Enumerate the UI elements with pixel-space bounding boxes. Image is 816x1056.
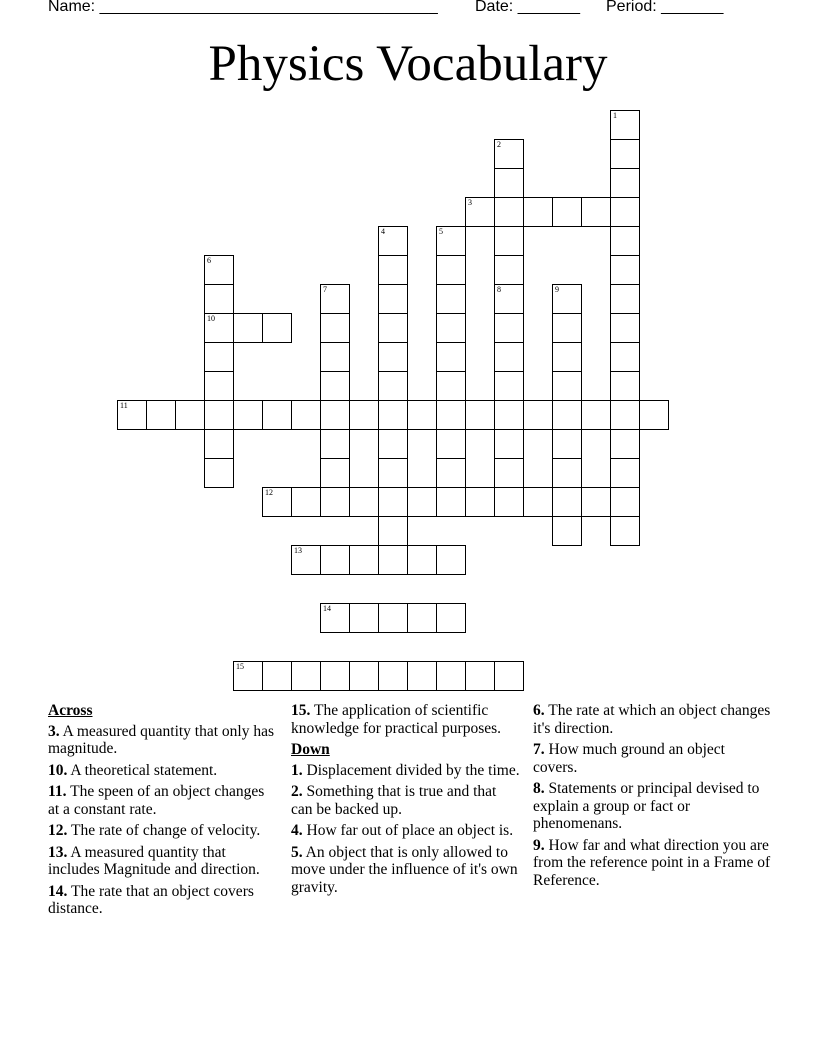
crossword-cell[interactable] (610, 342, 640, 372)
crossword-cell[interactable] (320, 342, 350, 372)
cell-number: 5 (439, 227, 443, 236)
crossword-cell[interactable] (320, 487, 350, 517)
cell-number: 9 (555, 285, 559, 294)
clue-down-5: 5. An object that is only allowed to move under the influence of it's own gravity. (291, 843, 518, 896)
period-field[interactable]: Period: _______ (606, 0, 724, 15)
crossword-cell[interactable] (320, 458, 350, 488)
crossword-cell[interactable] (349, 545, 379, 575)
crossword-cell[interactable] (378, 545, 408, 575)
clue-down-6: 6. The rate at which an object changes it's direction. (533, 702, 771, 737)
crossword-cell[interactable] (436, 603, 466, 633)
crossword-cell[interactable] (436, 342, 466, 372)
crossword-cell[interactable] (407, 400, 437, 430)
cell-number: 13 (294, 546, 302, 555)
cell-number: 3 (468, 198, 472, 207)
cell-number: 1 (613, 111, 617, 120)
across-heading: Across (48, 702, 93, 719)
crossword-cell[interactable] (117, 400, 147, 430)
crossword-cell[interactable] (552, 516, 582, 546)
clues-column-2 (291, 702, 521, 900)
clue-across-11: 11. The speen of an object changes at a constant rate. (48, 783, 265, 818)
crossword-cell[interactable] (320, 429, 350, 459)
crossword-cell[interactable] (610, 110, 640, 140)
clue-across-13: 13. A measured quantity that includes Magnitude and direction. (48, 843, 260, 878)
clues-column-1 (48, 702, 278, 922)
crossword-cell[interactable] (204, 255, 234, 285)
crossword-cell[interactable] (436, 487, 466, 517)
crossword-cell[interactable] (320, 545, 350, 575)
crossword-cell[interactable] (610, 313, 640, 343)
crossword-cell[interactable] (610, 400, 640, 430)
clue-down-9: 9. How far and what direction you are from the reference point in a Frame of Reference. (533, 836, 771, 889)
cell-number: 10 (207, 314, 215, 323)
clue-across-10: 10. A theoretical statement. (48, 761, 218, 779)
down-heading: Down (291, 741, 330, 758)
crossword-cell[interactable] (436, 429, 466, 459)
crossword-cell[interactable] (291, 661, 321, 691)
crossword-cell[interactable] (436, 313, 466, 343)
crossword-cell[interactable] (291, 545, 321, 575)
crossword-cell[interactable] (291, 487, 321, 517)
crossword-cell[interactable] (378, 284, 408, 314)
crossword-cell[interactable] (436, 545, 466, 575)
clue-across-3: 3. A measured quantity that only has magnitude. (48, 722, 275, 757)
clue-across-12: 12. The rate of change of velocity. (48, 822, 261, 839)
crossword-cell[interactable] (291, 400, 321, 430)
crossword-cell[interactable] (320, 603, 350, 633)
crossword-cell[interactable] (610, 168, 640, 198)
crossword-cell[interactable] (175, 400, 205, 430)
crossword-cell[interactable] (233, 400, 263, 430)
crossword-cell[interactable] (552, 313, 582, 343)
crossword-cell[interactable] (146, 400, 176, 430)
crossword-cell[interactable] (581, 400, 611, 430)
crossword-cell[interactable] (610, 139, 640, 169)
crossword-cell[interactable] (378, 516, 408, 546)
crossword-cell[interactable] (610, 371, 640, 401)
crossword-cell[interactable] (494, 255, 524, 285)
crossword-cell[interactable] (552, 429, 582, 459)
crossword-cell[interactable] (436, 226, 466, 256)
crossword-cell[interactable] (349, 661, 379, 691)
crossword-cell[interactable] (262, 400, 292, 430)
crossword-cell[interactable] (494, 139, 524, 169)
crossword-cell[interactable] (233, 313, 263, 343)
crossword-cell[interactable] (204, 400, 234, 430)
crossword-cell[interactable] (320, 661, 350, 691)
date-field[interactable]: Date: _______ (475, 0, 580, 15)
crossword-cell[interactable] (610, 284, 640, 314)
crossword-cell[interactable] (494, 487, 524, 517)
crossword-cell[interactable] (610, 255, 640, 285)
crossword-cell[interactable] (436, 284, 466, 314)
crossword-cell[interactable] (494, 226, 524, 256)
cell-number: 7 (323, 285, 327, 294)
crossword-cell[interactable] (465, 197, 495, 227)
crossword-cell[interactable] (494, 429, 524, 459)
page-title: Physics Vocabulary (208, 36, 608, 92)
crossword-cell[interactable] (552, 400, 582, 430)
crossword-cell[interactable] (610, 516, 640, 546)
clue-across-14: 14. The rate that an object covers distance. (48, 882, 254, 917)
crossword-cell[interactable] (378, 255, 408, 285)
crossword-cell[interactable] (378, 371, 408, 401)
cell-number: 2 (497, 140, 501, 149)
crossword-cell[interactable] (262, 487, 292, 517)
clue-down-7: 7. How much ground an object covers. (533, 741, 725, 776)
crossword-cell[interactable] (262, 661, 292, 691)
crossword-cell[interactable] (523, 197, 553, 227)
crossword-cell[interactable] (378, 661, 408, 691)
crossword-cell[interactable] (494, 284, 524, 314)
clue-across-15: 15. The application of scientific knowledge for practical purposes. (291, 702, 502, 737)
crossword-cell[interactable] (320, 400, 350, 430)
crossword-cell[interactable] (552, 284, 582, 314)
crossword-cell[interactable] (349, 400, 379, 430)
crossword-cell[interactable] (552, 342, 582, 372)
crossword-cell[interactable] (465, 487, 495, 517)
crossword-cell[interactable] (552, 458, 582, 488)
crossword-cell[interactable] (552, 197, 582, 227)
clue-down-2: 2. Something that is true and that can be backed up. (291, 783, 497, 818)
crossword-cell[interactable] (494, 168, 524, 198)
crossword-cell[interactable] (581, 197, 611, 227)
crossword-cell[interactable] (436, 255, 466, 285)
crossword-cell[interactable] (523, 400, 553, 430)
crossword-cell[interactable] (610, 226, 640, 256)
crossword-cell[interactable] (378, 487, 408, 517)
cell-number: 15 (236, 662, 244, 671)
clue-down-8: 8. Statements or principal devised to explain a group or fact or phenomenans. (533, 780, 760, 832)
crossword-cell[interactable] (378, 603, 408, 633)
crossword-cell[interactable] (378, 400, 408, 430)
crossword-cell[interactable] (407, 603, 437, 633)
cell-number: 8 (497, 285, 501, 294)
crossword-cell[interactable] (523, 487, 553, 517)
crossword-cell[interactable] (494, 342, 524, 372)
crossword-cell[interactable] (378, 313, 408, 343)
clue-down-4: 4. How far out of place an object is. (291, 822, 514, 839)
crossword-cell[interactable] (349, 603, 379, 633)
crossword-cell[interactable] (378, 226, 408, 256)
crossword-cell[interactable] (407, 661, 437, 691)
crossword-cell[interactable] (581, 487, 611, 517)
crossword-cell[interactable] (610, 197, 640, 227)
crossword-cell[interactable] (320, 313, 350, 343)
crossword-cell[interactable] (494, 197, 524, 227)
crossword-cell[interactable] (610, 487, 640, 517)
crossword-cell[interactable] (494, 400, 524, 430)
crossword-cell[interactable] (436, 458, 466, 488)
crossword-cell[interactable] (494, 313, 524, 343)
clue-down-1: 1. Displacement divided by the time. (291, 761, 520, 779)
crossword-cell[interactable] (494, 371, 524, 401)
crossword-cell[interactable] (436, 400, 466, 430)
crossword-cell[interactable] (407, 545, 437, 575)
crossword-cell[interactable] (610, 458, 640, 488)
crossword-cell[interactable] (378, 458, 408, 488)
crossword-cell[interactable] (204, 458, 234, 488)
crossword-cell[interactable] (204, 342, 234, 372)
crossword-cell[interactable] (233, 661, 263, 691)
clues-column-3 (533, 702, 773, 893)
crossword-cell[interactable] (494, 661, 524, 691)
crossword-cell[interactable] (204, 313, 234, 343)
crossword-cell[interactable] (639, 400, 669, 430)
crossword-cell[interactable] (204, 429, 234, 459)
crossword-cell[interactable] (436, 371, 466, 401)
crossword-cell[interactable] (378, 342, 408, 372)
cell-number: 6 (207, 256, 211, 265)
crossword-cell[interactable] (465, 661, 495, 691)
crossword-cell[interactable] (204, 284, 234, 314)
crossword-cell[interactable] (407, 487, 437, 517)
cell-number: 12 (265, 488, 273, 497)
crossword-cell[interactable] (552, 371, 582, 401)
crossword-cell[interactable] (465, 400, 495, 430)
crossword-cell[interactable] (610, 429, 640, 459)
crossword-cell[interactable] (378, 429, 408, 459)
crossword-cell[interactable] (552, 487, 582, 517)
crossword-cell[interactable] (494, 458, 524, 488)
cell-number: 4 (381, 227, 385, 236)
crossword-cell[interactable] (436, 661, 466, 691)
cell-number: 11 (120, 401, 128, 410)
crossword-cell[interactable] (204, 371, 234, 401)
crossword-cell[interactable] (320, 284, 350, 314)
name-field[interactable]: Name: ______________________________________ (48, 0, 438, 15)
crossword-cell[interactable] (349, 487, 379, 517)
crossword-cell[interactable] (320, 371, 350, 401)
cell-number: 14 (323, 604, 331, 613)
crossword-cell[interactable] (262, 313, 292, 343)
